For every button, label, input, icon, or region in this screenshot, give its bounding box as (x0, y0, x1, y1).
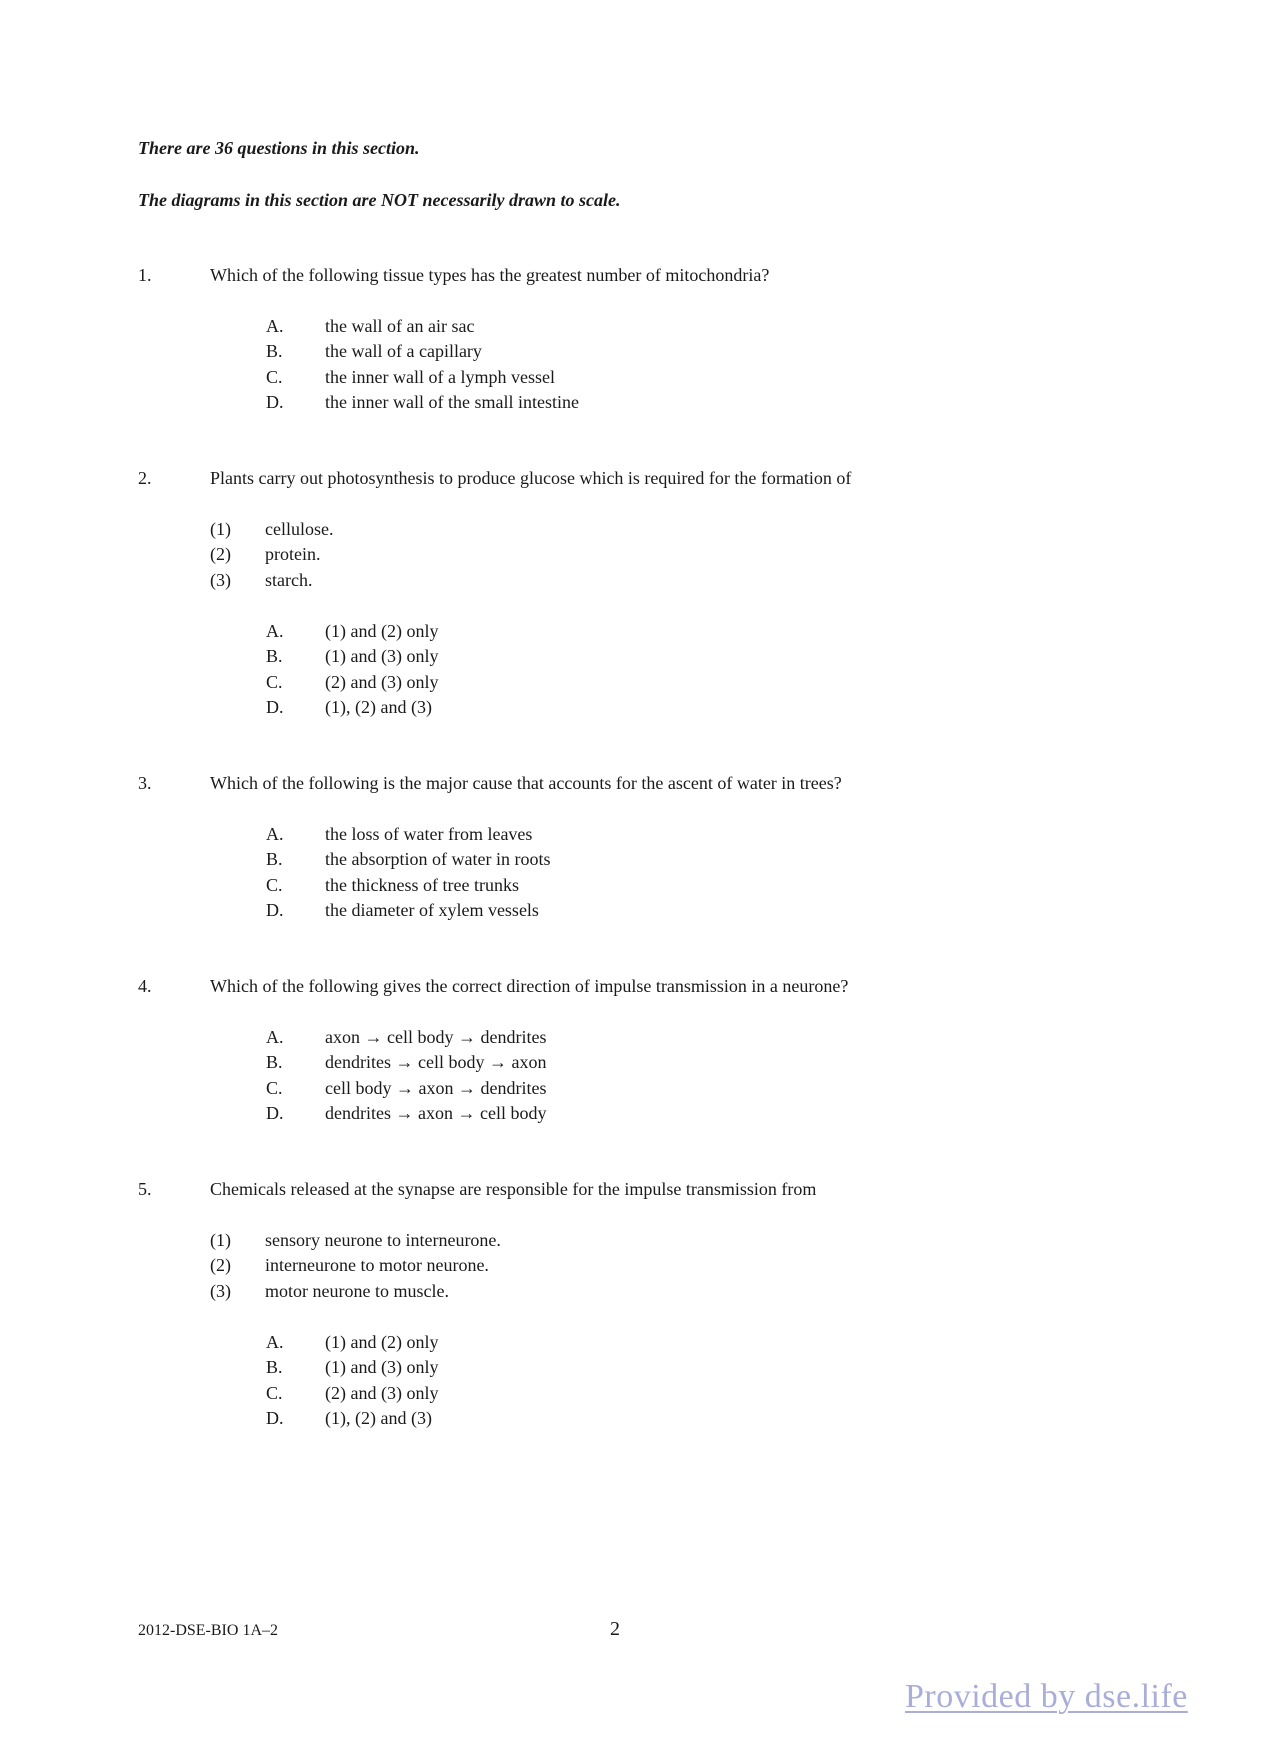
statement-text: sensory neurone to interneurone. (265, 1230, 501, 1250)
question-number: 5. (138, 1179, 152, 1199)
statement-number: (2) (210, 544, 231, 564)
option-letter: D. (266, 900, 284, 920)
question-number: 1. (138, 265, 152, 285)
statement-number: (2) (210, 1255, 231, 1275)
option-text: the inner wall of the small intestine (325, 392, 579, 412)
question-number: 3. (138, 773, 152, 793)
option-text: (1) and (3) only (325, 1357, 439, 1377)
watermark-link[interactable]: Provided by dse.life (905, 1678, 1188, 1715)
intro-question-count: There are 36 questions in this section. (138, 138, 420, 158)
question-text: Which of the following is the major cause that accounts for the ascent of water in trees? (210, 773, 842, 793)
option-text: the absorption of water in roots (325, 849, 551, 869)
statement-number: (1) (210, 1230, 231, 1250)
option-letter: D. (266, 1408, 284, 1428)
option-text: the loss of water from leaves (325, 824, 533, 844)
option-letter: D. (266, 697, 284, 717)
option-text: the wall of a capillary (325, 341, 482, 361)
option-text: cell body → axon → dendrites (325, 1078, 547, 1098)
question-text: Which of the following tissue types has the greatest number of mitochondria? (210, 265, 770, 285)
option-letter: B. (266, 1052, 283, 1072)
option-text: (1) and (3) only (325, 646, 439, 666)
option-letter: D. (266, 392, 284, 412)
option-letter: A. (266, 621, 284, 641)
statement-number: (3) (210, 570, 231, 590)
option-text: (2) and (3) only (325, 1383, 439, 1403)
statement-text: interneurone to motor neurone. (265, 1255, 489, 1275)
option-letter: A. (266, 1332, 284, 1352)
option-letter: B. (266, 341, 283, 361)
option-letter: C. (266, 1078, 283, 1098)
statement-number: (1) (210, 519, 231, 539)
option-letter: A. (266, 824, 284, 844)
statement-number: (3) (210, 1281, 231, 1301)
question-text: Which of the following gives the correct direction of impulse transmission in a neurone? (210, 976, 849, 996)
option-text: the thickness of tree trunks (325, 875, 519, 895)
option-letter: B. (266, 646, 283, 666)
option-letter: D. (266, 1103, 284, 1123)
intro-scale-note: The diagrams in this section are NOT necessarily drawn to scale. (138, 190, 621, 210)
question-number: 2. (138, 468, 152, 488)
statement-text: cellulose. (265, 519, 334, 539)
option-text: the inner wall of a lymph vessel (325, 367, 555, 387)
paper-code: 2012-DSE-BIO 1A–2 (138, 1622, 278, 1639)
option-text: dendrites → axon → cell body (325, 1103, 547, 1123)
question-number: 4. (138, 976, 152, 996)
question-text: Chemicals released at the synapse are responsible for the impulse transmission from (210, 1179, 817, 1199)
option-text: (1), (2) and (3) (325, 697, 432, 717)
option-letter: A. (266, 316, 284, 336)
option-letter: C. (266, 672, 283, 692)
statement-text: motor neurone to muscle. (265, 1281, 449, 1301)
option-letter: C. (266, 367, 283, 387)
option-text: (1), (2) and (3) (325, 1408, 432, 1428)
page-number: 2 (610, 1618, 620, 1640)
statement-text: protein. (265, 544, 321, 564)
option-text: axon → cell body → dendrites (325, 1027, 547, 1047)
option-text: (1) and (2) only (325, 621, 439, 641)
option-letter: B. (266, 1357, 283, 1377)
option-letter: C. (266, 875, 283, 895)
option-letter: C. (266, 1383, 283, 1403)
option-letter: A. (266, 1027, 284, 1047)
option-text: the wall of an air sac (325, 316, 475, 336)
option-text: dendrites → cell body → axon (325, 1052, 547, 1072)
option-text: (2) and (3) only (325, 672, 439, 692)
option-letter: B. (266, 849, 283, 869)
question-text: Plants carry out photosynthesis to produce glucose which is required for the formation of (210, 468, 852, 488)
statement-text: starch. (265, 570, 313, 590)
option-text: (1) and (2) only (325, 1332, 439, 1352)
option-text: the diameter of xylem vessels (325, 900, 539, 920)
